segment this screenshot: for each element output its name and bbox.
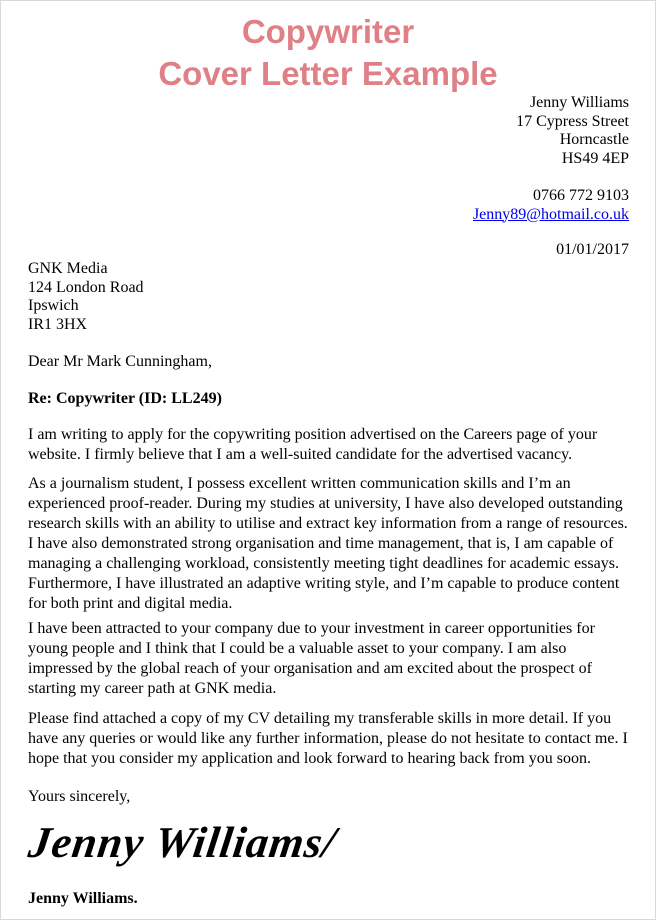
typed-signature-name: Jenny Williams. bbox=[28, 890, 138, 907]
sender-name: Jenny Williams bbox=[529, 94, 629, 111]
salutation: Dear Mr Mark Cunningham, bbox=[28, 353, 212, 370]
sender-address-block bbox=[516, 94, 629, 168]
recipient-company: GNK Media bbox=[28, 260, 108, 277]
body-paragraph-1: I am writing to apply for the copywriting position advertised on the Careers page of your website. I firmly believe that I am a well-suited candidate for the advertised vacancy. bbox=[28, 426, 598, 463]
closing-valediction: Yours sincerely, bbox=[28, 788, 131, 805]
sender-postcode: HS49 4EP bbox=[561, 149, 629, 167]
recipient-street: 124 London Road bbox=[28, 278, 144, 296]
page-title-line1: Copywriter bbox=[241, 13, 415, 50]
recipient-postcode: IR1 3HX bbox=[28, 315, 88, 333]
body-paragraph-3: I have been attracted to your company due to your investment in career opportunities for young people and I think that I could be a valuable asset to your company. I am also impressed by the global reach of your organisation and am excited about the prospect of starting my career path at GNK media. bbox=[28, 620, 595, 697]
body-paragraph-2: As a journalism student, I possess excellent written communication skills and I’m an experienced proof-reader. During my studies at university, I have also developed outstanding research skills with an ability to utilise and extract key information from a range of resources. I have also demonstrated strong organisation and time management, that is, I am capable of managing a challenging workload, consistently meeting tight deadlines for academic essays. Furthermore, I have illustrated an adaptive writing style, and I’m capable to produce content for both print and digital media. bbox=[28, 475, 628, 612]
recipient-address-block bbox=[28, 260, 144, 334]
body-paragraph-4: Please find attached a copy of my CV detailing my transferable skills in more detail. If you have any queries or would like any further information, please do not hesitate to contact me. I hope that you consider my application and look forward to hearing back from you soon. bbox=[28, 710, 628, 767]
page-title-line2: Cover Letter Example bbox=[158, 55, 498, 92]
handwritten-signature: Jenny Williams/ bbox=[25, 818, 340, 867]
sender-email-link[interactable]: Jenny89@hotmail.co.uk bbox=[472, 205, 629, 223]
page-title bbox=[1, 11, 655, 95]
sender-contact-block bbox=[473, 187, 629, 224]
sender-street: 17 Cypress Street bbox=[516, 112, 629, 130]
recipient-town: Ipswich bbox=[28, 297, 79, 314]
sender-town: Horncastle bbox=[559, 131, 629, 148]
letter-date: 01/01/2017 bbox=[556, 241, 629, 258]
sender-phone: 0766 772 9103 bbox=[533, 187, 629, 204]
subject-line: Re: Copywriter (ID: LL249) bbox=[28, 390, 222, 407]
